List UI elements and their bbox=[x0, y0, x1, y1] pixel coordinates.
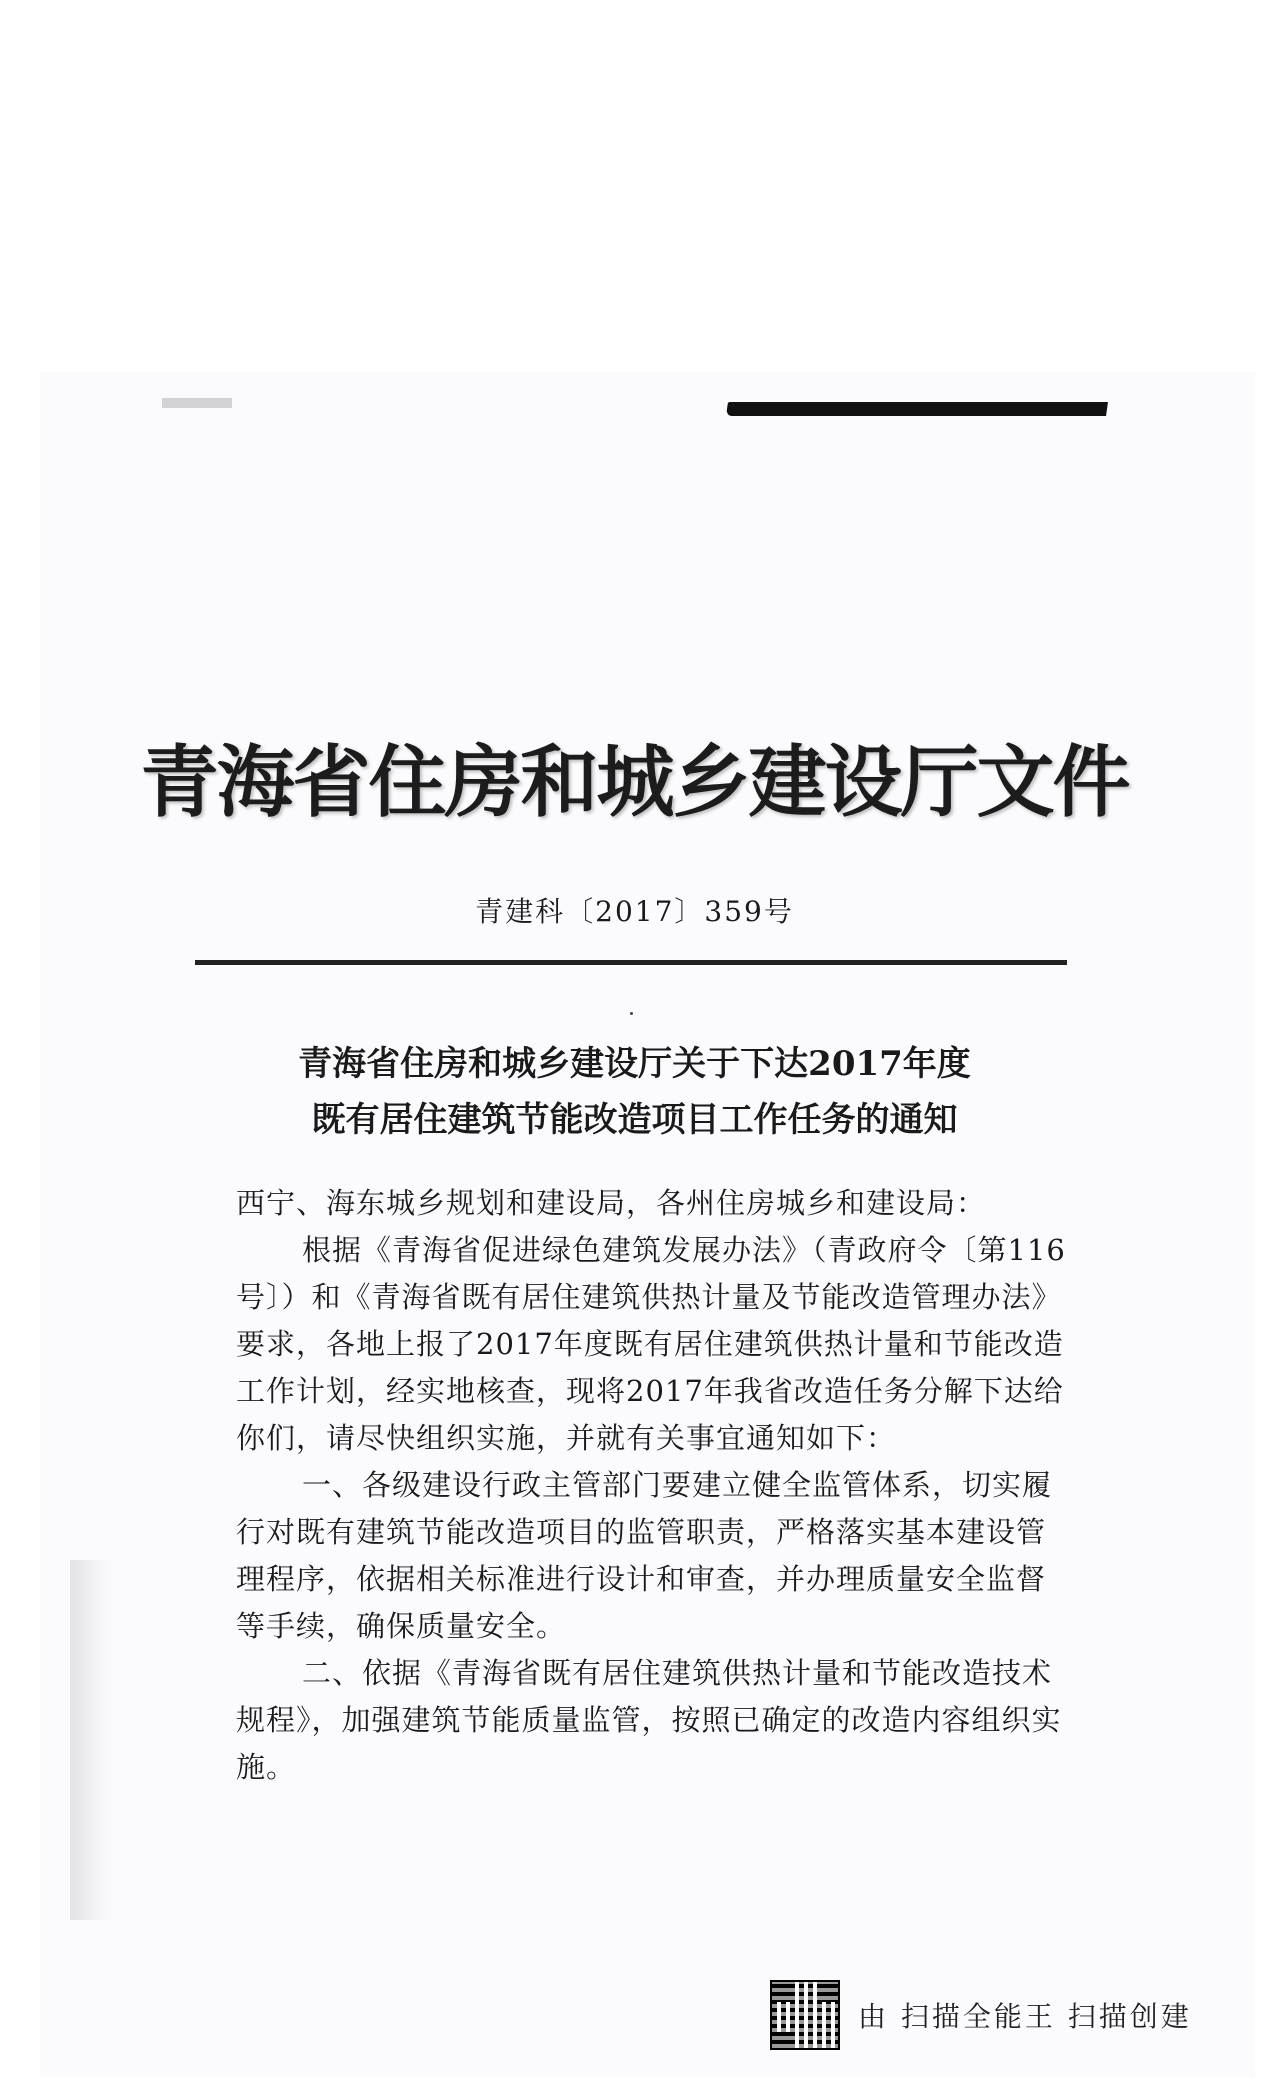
scan-mark-left bbox=[162, 398, 232, 408]
paragraph-item-2: 二、依据《青海省既有居住建筑供热计量和节能改造技术规程》，加强建筑节能质量监管，按照已确定的改造内容组织实施。 bbox=[236, 1656, 1062, 1784]
paragraph-item-1: 一、各级建设行政主管部门要建立健全监管体系，切实履行对既有建筑节能改造项目的监管职责，严格落实基本建设管理程序，依据相关标准进行设计和审查，并办理质量安全监督等手续，确保质量安全。 bbox=[236, 1468, 1053, 1643]
qr-code-icon bbox=[770, 1980, 840, 2050]
scanner-footer bbox=[770, 1980, 1192, 2050]
notice-body bbox=[236, 1180, 1066, 1791]
scan-speck bbox=[630, 1012, 633, 1015]
salutation: 西宁、海东城乡规划和建设局，各州住房城乡和建设局： bbox=[236, 1186, 987, 1220]
notice-title-line1: 青海省住房和城乡建设厅关于下达2017年度 bbox=[298, 1044, 971, 1084]
scanner-credit: 由 扫描全能王 扫描创建 bbox=[858, 2000, 1192, 2033]
paragraph-intro: 根据《青海省促进绿色建筑发展办法》（青政府令〔第116号〕）和《青海省既有居住建筑供热计量及节能改造管理办法》要求，各地上报了2017年度既有居住建筑供热计量和节能改造工作计划，经实地核查，现将2017年我省改造任务分解下达给你们，请尽快组织实施，并就有关事宜通知如下： bbox=[236, 1233, 1066, 1455]
header-divider bbox=[195, 960, 1067, 965]
document-number: 青建科〔2017〕359号 bbox=[475, 895, 794, 928]
scan-mark bbox=[726, 402, 1108, 416]
notice-title bbox=[0, 1036, 1269, 1148]
scan-shadow bbox=[70, 1560, 110, 1920]
document-header-title: 青海省住房和城乡建设厅文件 bbox=[140, 738, 1129, 828]
notice-title-line2: 既有居住建筑节能改造项目工作任务的通知 bbox=[311, 1100, 958, 1140]
